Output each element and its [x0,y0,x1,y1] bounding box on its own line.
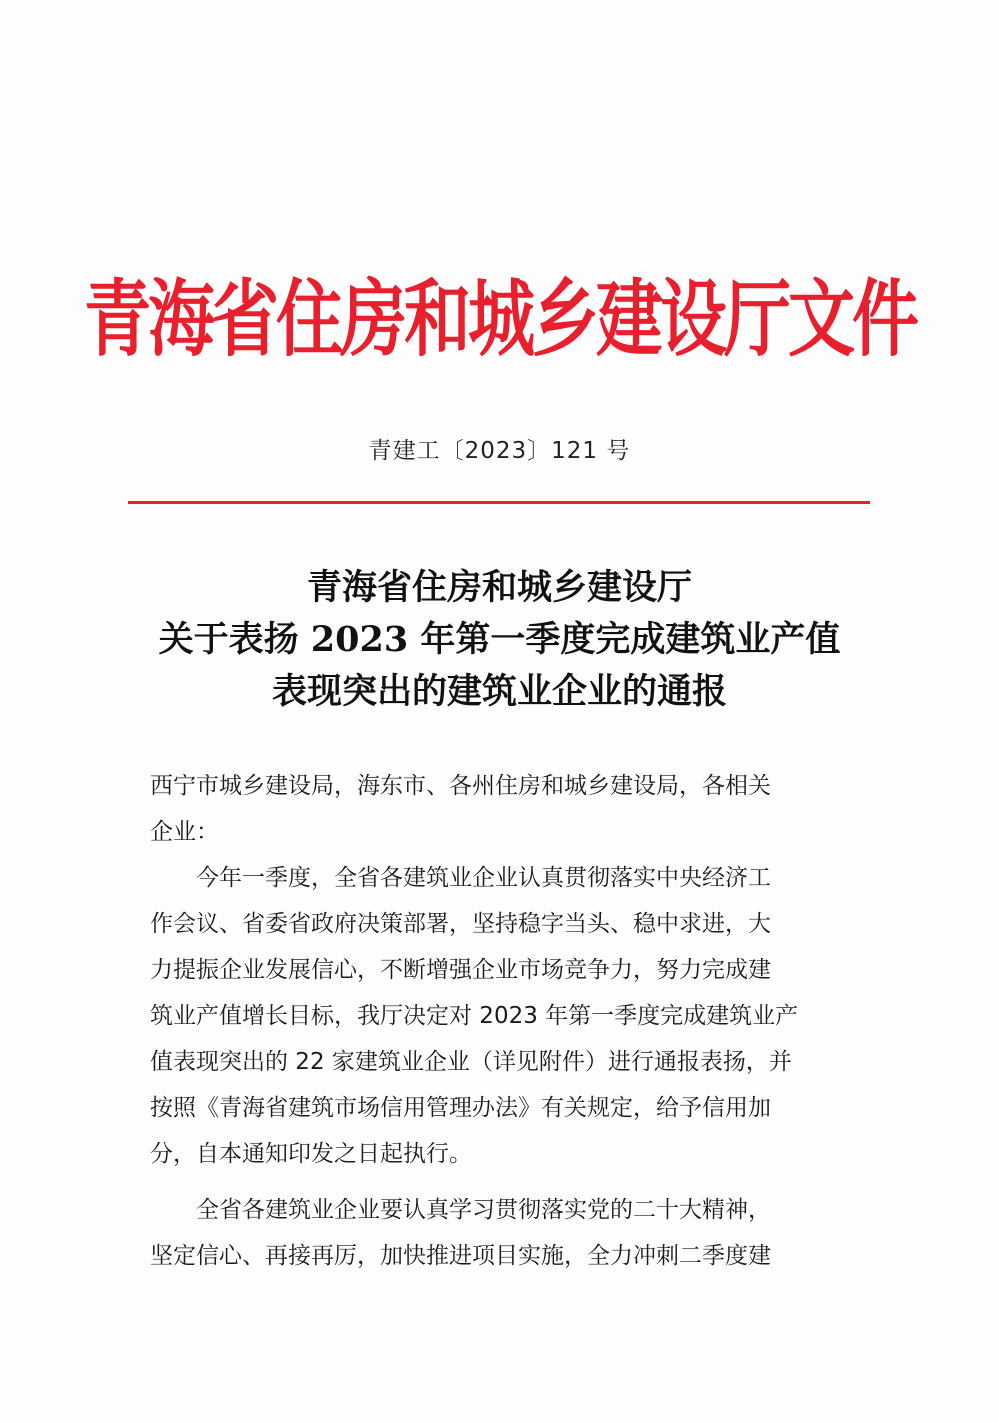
salutation-line-1: 西宁市城乡建设局，海东市、各州住房和城乡建设局，各相关 [150,773,771,799]
paragraph1-line-6: 按照《青海省建筑市场信用管理办法》有关规定，给予信用加 [150,1095,771,1121]
paragraph-gap [150,1177,890,1187]
document-masthead: 青海省住房和城乡建设厅文件 [84,269,916,368]
paragraph1-line-5: 值表现突出的 22 家建筑业企业（详见附件）进行通报表扬，并 [150,1049,792,1075]
paragraph1-line-1: 今年一季度，全省各建筑业企业认真贯彻落实中央经济工 [150,865,771,891]
document-body [150,763,890,1279]
title-line-1: 青海省住房和城乡建设厅 [306,567,692,608]
paragraph1-line-7: 分，自本通知印发之日起执行。 [150,1141,472,1167]
paragraph1-line-3: 力提振企业发展信心，不断增强企业市场竞争力，努力完成建 [150,957,771,983]
red-divider-line [128,501,870,504]
document-number: 青建工〔2023〕121 号 [368,438,631,464]
paragraph1-line-2: 作会议、省委省政府决策部署，坚持稳字当头、稳中求进，大 [150,911,771,937]
salutation-line-2: 企业： [150,819,219,845]
paragraph2-line-2: 坚定信心、再接再厉，加快推进项目实施，全力冲刺二季度建 [150,1243,771,1269]
document-title [0,562,999,718]
paragraph1-line-4: 筑业产值增长目标，我厅决定对 2023 年第一季度完成建筑业产 [150,1003,799,1029]
title-line-2: 关于表扬 2023 年第一季度完成建筑业产值 [158,619,841,660]
paragraph2-line-1: 全省各建筑业企业要认真学习贯彻落实党的二十大精神， [150,1197,771,1223]
title-line-3: 表现突出的建筑业企业的通报 [271,671,727,712]
